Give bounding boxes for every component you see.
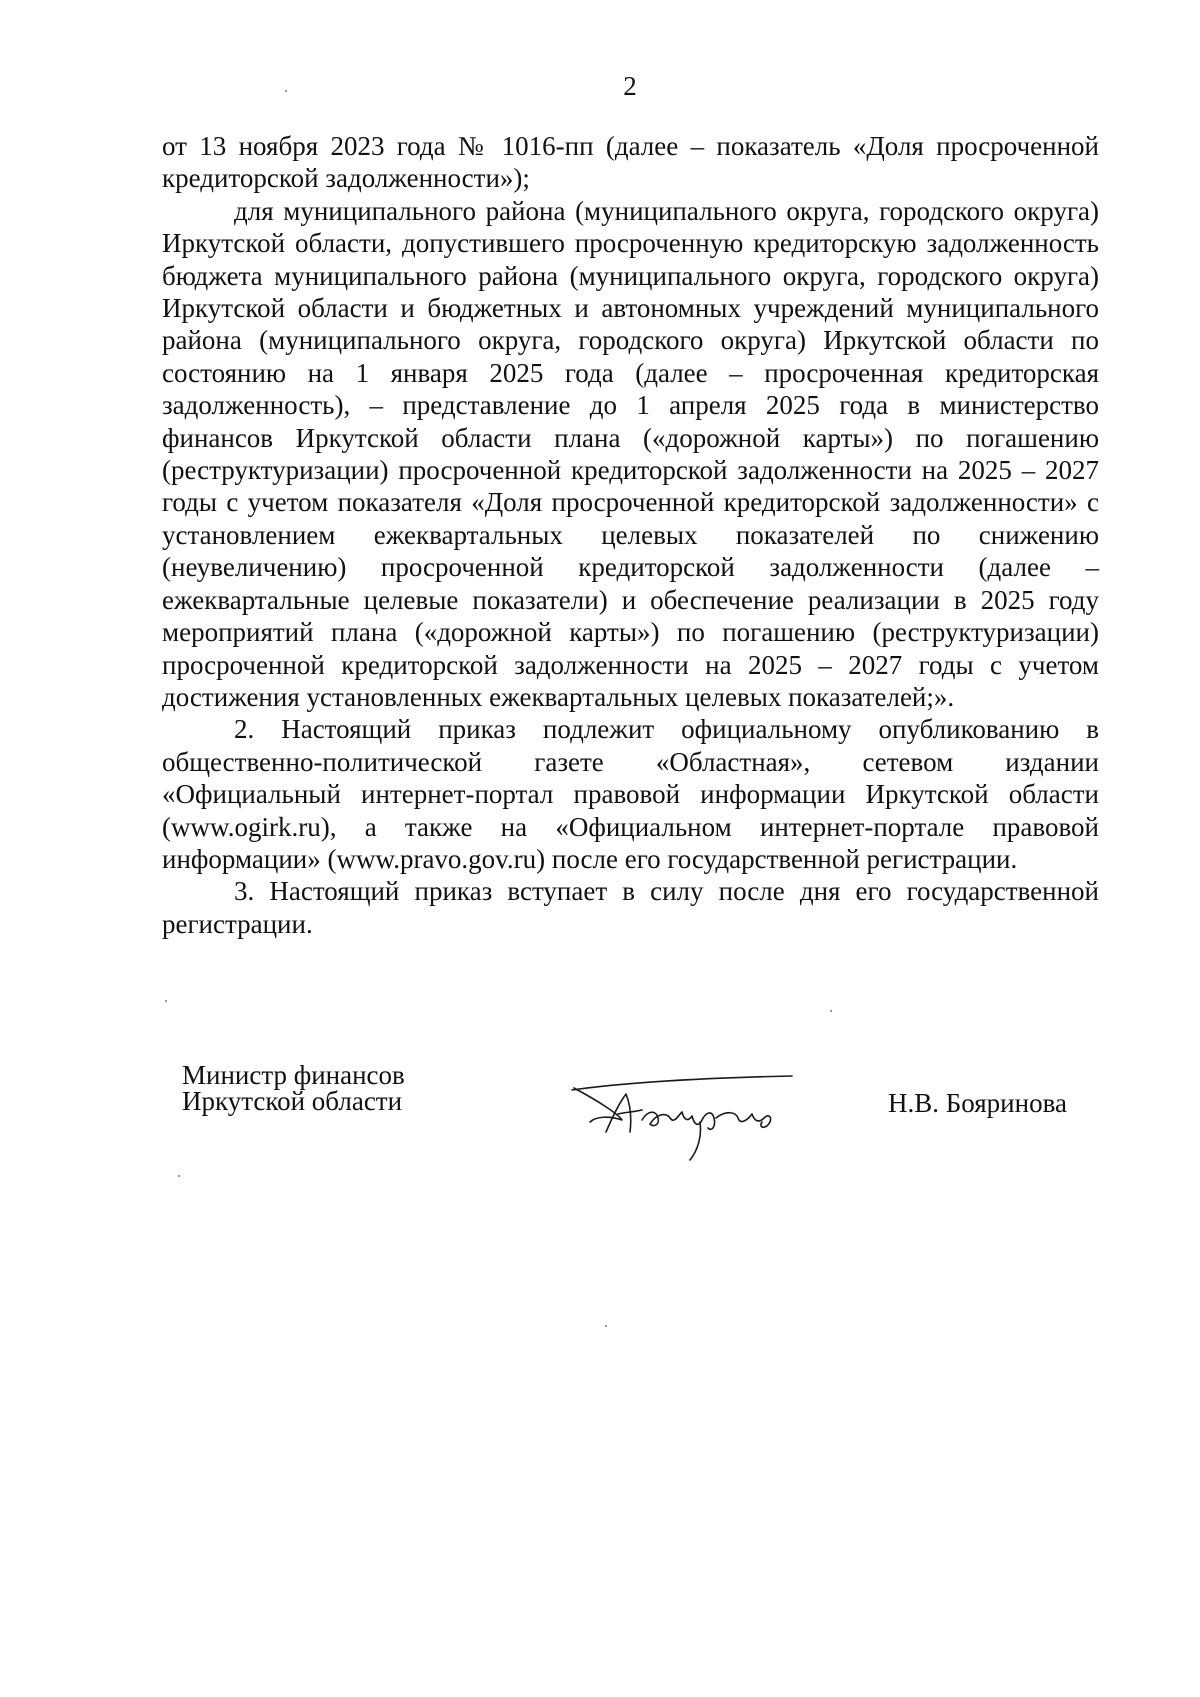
document-body	[162, 130, 1099, 940]
signature-letter-stroke	[606, 1094, 642, 1132]
scan-speck	[165, 1000, 167, 1002]
signature-body-stroke	[642, 1112, 715, 1129]
signature-lead-stroke	[574, 1088, 622, 1122]
scan-speck	[285, 90, 287, 92]
scan-speck	[830, 1010, 832, 1012]
scan-speck	[178, 1175, 180, 1177]
page-number: 2	[623, 71, 637, 101]
paragraph-publication: 2. Настоящий приказ подлежит официальному опубликованию в общественно-политической газете «Областная», сетевом издании «Официальный интернет-портал правовой информации Иркутской области (www.ogirk.ru), а также на «Официальном интернет-портале правовой информации» (www.pravo.gov.ru) после его государственной регистрации.	[162, 714, 1099, 874]
signer-title-line-2: Иркутской области	[182, 1086, 403, 1116]
signer-name: Н.В. Бояринова	[888, 1088, 1067, 1118]
paragraph-municipal-district: для муниципального района (муниципального округа, городского округа) Иркутской области, допустившего просроченную кредиторскую задолженность бюджета муниципального района (муниципального округа, городского округа) Иркутской области и бюджетных и автономных учреждений муниципального района (муниципального округа, городского округа) Иркутской области по состоянию на 1 января 2025 года (далее – просроченная кредиторская задолженность), – представление до 1 апреля 2025 года в министерство финансов Иркутской области плана («дорожной карты») по погашению (реструктуризации) просроченной кредиторской задолженности на 2025 – 2027 годы с учетом показателя «Доля просроченной кредиторской задолженности» с установлением ежеквартальных целевых показателей по снижению (неувеличению) просроченной кредиторской задолженности (далее – ежеквартальные целевые показатели) и обеспечение реализации в 2025 году мероприятий плана («дорожной карты») по погашению (реструктуризации) просроченной кредиторской задолженности на 2025 – 2027 годы с учетом достижения установленных ежеквартальных целевых показателей;».	[162, 195, 1099, 712]
signer-title	[182, 1062, 405, 1114]
paragraph-continuation: от 13 ноября 2023 года № 1016-пп (далее – показатель «Доля просроченной кредиторской задолженности»);	[162, 131, 1099, 194]
signature-descender-stroke	[690, 1122, 701, 1160]
handwritten-signature	[560, 1058, 800, 1168]
paragraph-entry-into-force: 3. Настоящий приказ вступает в силу после дня его государственной регистрации.	[162, 876, 1099, 939]
signature-tail-stroke	[716, 1113, 771, 1128]
scan-speck	[605, 1325, 607, 1327]
signer-title-line-1: Министр финансов	[182, 1060, 405, 1090]
signature-top-stroke	[572, 1076, 792, 1090]
signature-block	[0, 1062, 1200, 1172]
